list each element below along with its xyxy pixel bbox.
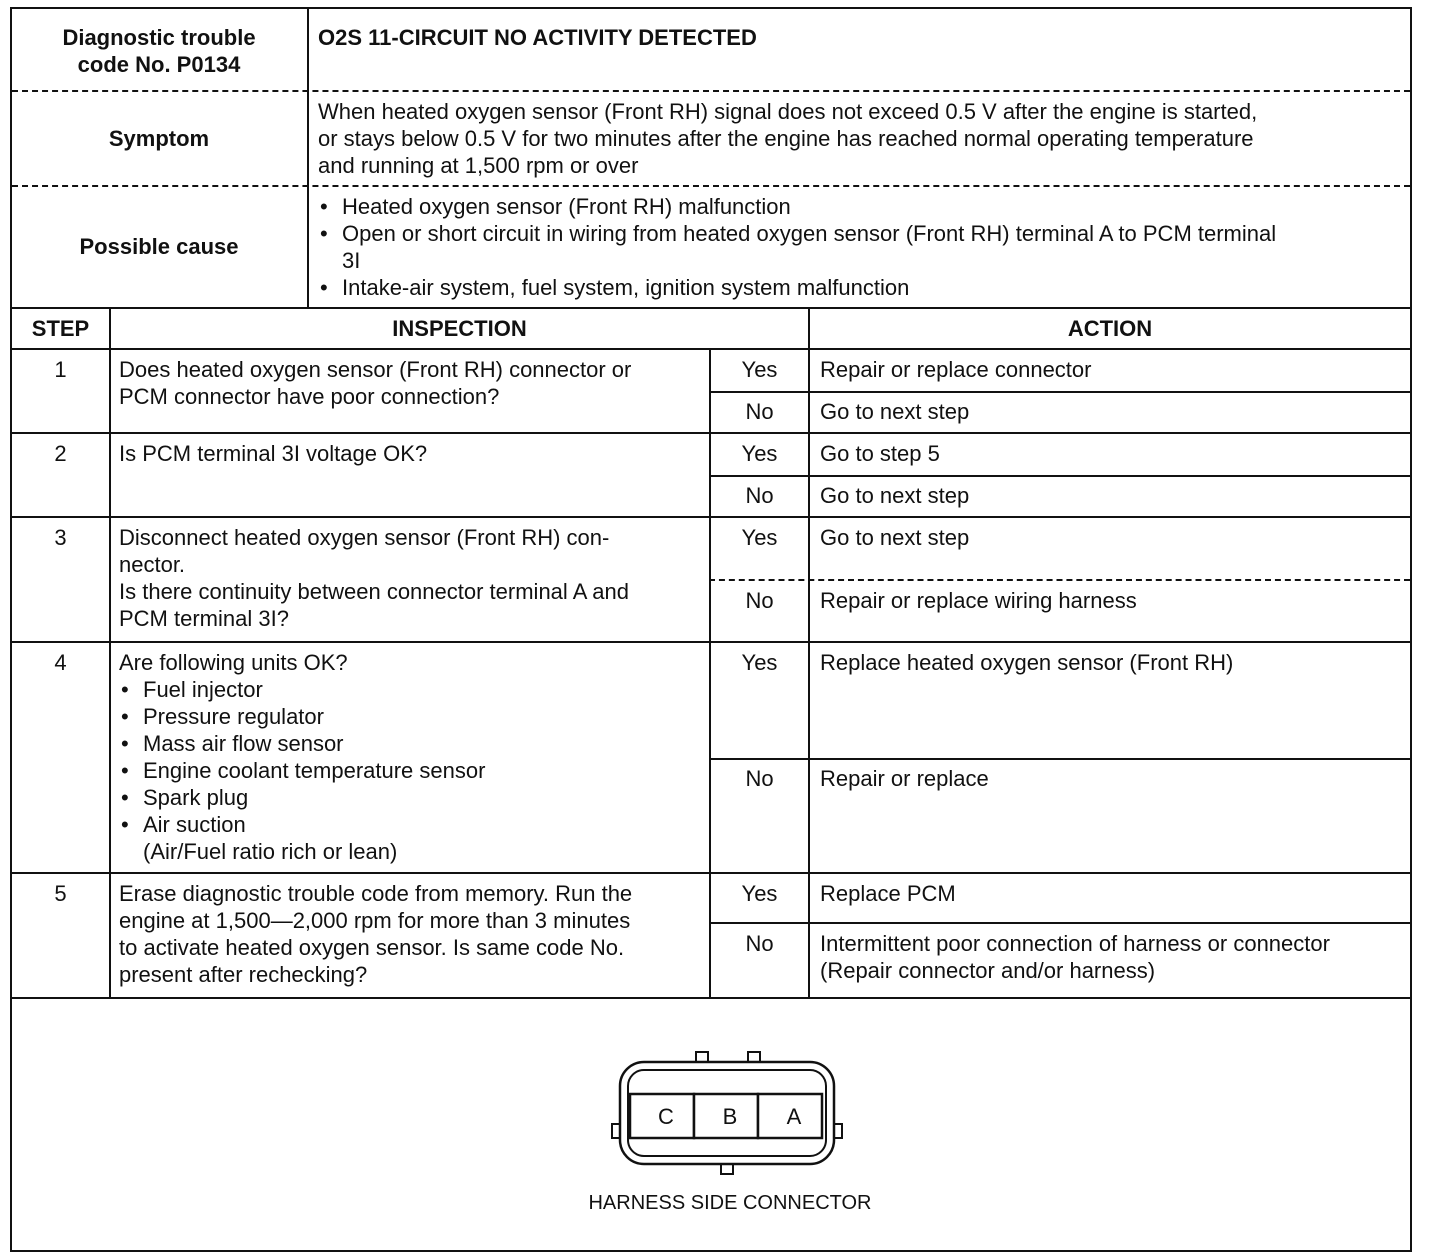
possible-cause-label: Possible cause: [79, 234, 239, 259]
yes-action: Replace PCM: [820, 881, 956, 906]
step-divider: [12, 516, 1410, 518]
col-divider-step: [109, 307, 111, 997]
yes-label: Yes: [741, 650, 778, 675]
no-action: Repair or replace wiring harness: [820, 588, 1137, 613]
possible-cause-list: [318, 193, 1276, 301]
no-label: No: [745, 483, 774, 508]
unit-item: • Mass air flow sensor: [119, 730, 485, 757]
col-header-step: STEP: [31, 316, 90, 341]
yes-action: Go to next step: [820, 525, 970, 550]
symptom-label: Symptom: [108, 126, 210, 151]
step-divider: [12, 641, 1410, 643]
step-divider: [12, 432, 1410, 434]
yes-action: Go to step 5: [820, 441, 940, 466]
col-header-action: ACTION: [1067, 316, 1153, 341]
no-action: Go to next step: [820, 399, 970, 424]
cause-item: • Open or short circuit in wiring from heated oxygen sensor (Front RH) terminal A to PCM terminal: [318, 220, 1276, 247]
no-action: Intermittent poor connection of harness or connector (Repair connector and/or harness): [820, 931, 1330, 983]
cause-item: • Heated oxygen sensor (Front RH) malfunction: [318, 193, 1276, 220]
cause-item: • Intake-air system, fuel system, ignition system malfunction: [318, 274, 1276, 301]
unit-item: • Engine coolant temperature sensor: [119, 757, 485, 784]
cause-item-continued: 3I: [342, 248, 361, 273]
step-inspection: Does heated oxygen sensor (Front RH) connector or PCM connector have poor connection?: [119, 357, 632, 409]
yes-no-divider: [709, 391, 1410, 393]
unit-item: • Spark plug: [119, 784, 485, 811]
step-number: 1: [54, 357, 67, 382]
table-bottom: [12, 997, 1410, 999]
row-divider: [12, 90, 1410, 92]
step-number: 5: [54, 881, 67, 906]
terminal-label: B: [722, 1104, 738, 1129]
step-number: 3: [54, 525, 67, 550]
diagram-caption: HARNESS SIDE CONNECTOR: [588, 1192, 872, 1214]
unit-note: (Air/Fuel ratio rich or lean): [143, 839, 398, 864]
symptom-text: When heated oxygen sensor (Front RH) signal does not exceed 0.5 V after the engine is started, or stays below 0.5 V for two minutes after the engine has reached normal operating temperature and running at 1,500 rpm or over: [318, 99, 1258, 178]
no-label: No: [745, 931, 774, 956]
unit-item: • Air suction: [119, 811, 485, 838]
yes-no-divider: [709, 758, 1410, 760]
step-inspection: Are following units OK? • Fuel injector • Pressure regulator • Mass air flow sensor • Engine coolant temperature sensor • Spark plug • Air suction (Air/Fuel ratio rich or lean): [119, 649, 485, 865]
header-divider: [307, 9, 309, 307]
table-header-divider: [12, 348, 1410, 350]
terminal-label: A: [786, 1104, 802, 1129]
no-label: No: [745, 399, 774, 424]
harness-side-connector-diagram: [600, 1040, 850, 1180]
no-action: Go to next step: [820, 483, 970, 508]
step-inspection: Is PCM terminal 3I voltage OK?: [119, 441, 428, 466]
col-header-inspection: INSPECTION: [392, 316, 527, 341]
row-divider: [12, 307, 1410, 309]
step-inspection: Disconnect heated oxygen sensor (Front RH) con- nector. Is there continuity between connector terminal A and PCM terminal 3I?: [119, 525, 629, 631]
yes-label: Yes: [741, 881, 778, 906]
no-action: Repair or replace: [820, 766, 989, 791]
dtc-title: O2S 11-CIRCUIT NO ACTIVITY DETECTED: [318, 25, 757, 50]
step-divider: [12, 872, 1410, 874]
yes-no-divider: [709, 475, 1410, 477]
yes-no-divider: [709, 922, 1410, 924]
row-divider: [12, 185, 1410, 187]
yes-action: Replace heated oxygen sensor (Front RH): [820, 650, 1234, 675]
terminal-label: C: [658, 1104, 674, 1129]
unit-item: • Fuel injector: [119, 676, 485, 703]
step-number: 4: [54, 650, 67, 675]
col-divider-action: [808, 307, 810, 997]
yes-action: Repair or replace connector: [820, 357, 1092, 382]
dtc-label: Diagnostic trouble code No. P0134: [62, 25, 256, 77]
step-number: 2: [54, 441, 67, 466]
step-inspection: Erase diagnostic trouble code from memory. Run the engine at 1,500—2,000 rpm for more than 3 minutes to activate heated oxygen sensor. Is same code No. present after rechecking?: [119, 881, 633, 987]
yes-label: Yes: [741, 525, 778, 550]
yes-label: Yes: [741, 441, 778, 466]
yes-no-divider: [709, 579, 1410, 581]
no-label: No: [745, 588, 774, 613]
yes-label: Yes: [741, 357, 778, 382]
unit-item: • Pressure regulator: [119, 703, 485, 730]
no-label: No: [745, 766, 774, 791]
